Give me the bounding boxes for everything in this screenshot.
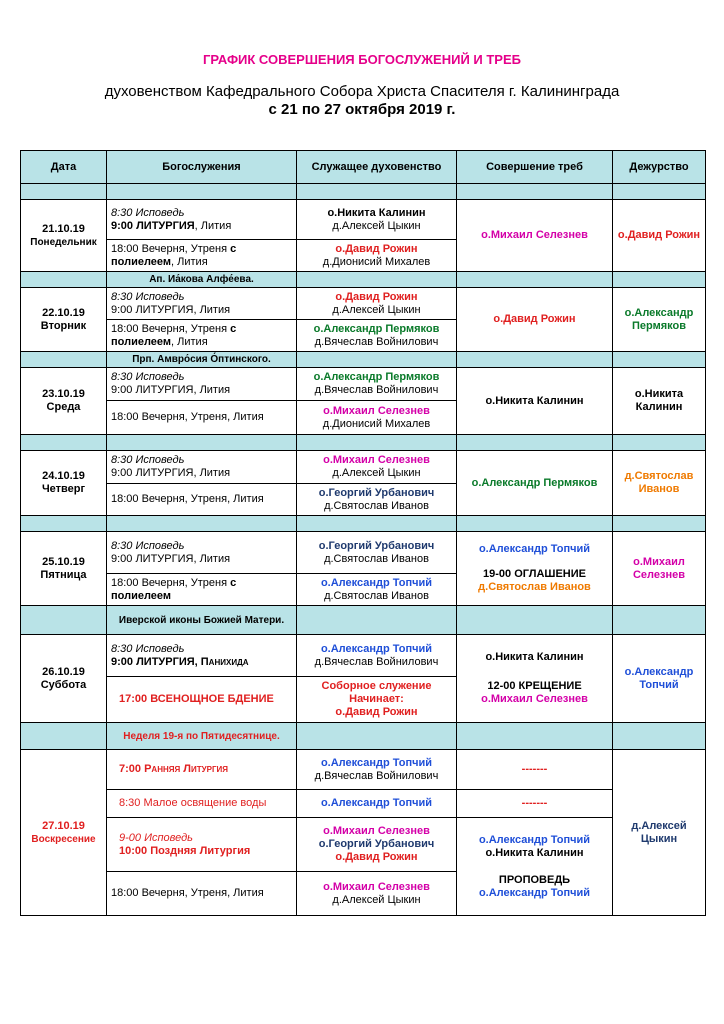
weekday: Четверг [41,483,86,495]
treby-cell: ------- [457,750,613,790]
service-line: 9:00 ЛИТУРГИЯ [111,552,194,565]
clergy-name: д.Дионисий Михалев [322,417,431,430]
date-cell [21,532,107,606]
clergy-name: о.Михаил Селезнев [323,880,430,893]
clergy-name: д.Святослав Иванов [324,552,429,565]
treby-cell [457,635,613,723]
header-row [21,151,706,184]
weekday: Понедельник [30,236,97,248]
clergy-name: д.Вячеслав Войнилович [314,655,439,668]
treby-line: о.Никита Калинин [485,846,584,859]
band-row [21,184,706,200]
service-line: 18:00 Вечерня, Утреня, Лития [111,493,264,505]
date-value: 26.10.19 [42,665,85,678]
service-cell [107,790,297,818]
duty-cell: д.Алексей Цыкин [613,750,706,916]
clergy-cell [297,240,457,272]
service-cell [107,368,297,401]
band-row [21,352,706,368]
service-cell [107,818,297,872]
clergy-cell [297,288,457,320]
service-line: , Лития [193,467,231,479]
service-line: 10:00 Поздняя Литургия [119,844,251,857]
clergy-cell [297,574,457,606]
weekday: Воскресение [31,833,96,845]
service-line: 8:30 Исповедь [111,371,185,383]
clergy-name: д.Святослав Иванов [324,499,429,512]
service-line: , Лития [193,303,231,316]
service-cell [107,574,297,606]
service-line: 8:30 Исповедь [111,290,185,303]
clergy-name: о.Александр Пермяков [313,322,440,335]
clergy-name: о.Георгий Урбанович [318,486,435,499]
duty-cell: д.Святослав Иванов [613,451,706,516]
clergy-name: д.Вячеслав Войнилович [314,335,439,348]
clergy-name: о.Александр Топчий [320,642,433,655]
service-line: Ранняя Литургия [144,763,229,775]
band-row [21,723,706,750]
treby-cell: о.Михаил Селезнев [457,200,613,272]
table-row [21,532,706,574]
date-value: 21.10.19 [42,222,85,235]
service-line: 18:00 Вечерня, Утреня [111,322,231,335]
service-line: Панихида [200,655,249,668]
weekday: Среда [46,401,81,413]
clergy-name: д.Дионисий Михалев [322,255,431,268]
clergy-name: о.Михаил Селезнев [323,825,430,837]
treby-cell [457,818,613,916]
weekday: Вторник [40,319,87,332]
weekday: Пятница [40,568,87,581]
clergy-name: д.Алексей Цыкин [332,303,421,316]
duty-cell: о.Давид Рожин [613,200,706,272]
service-line: полиелеем [111,335,172,348]
date-cell [21,368,107,435]
service-line: 8:30 Исповедь [111,539,185,552]
treby-cell: о.Никита Калинин [457,368,613,435]
table-row [21,200,706,240]
clergy-name: о.Михаил Селезнев [323,404,430,417]
service-cell [107,320,297,352]
service-line: с [230,576,237,589]
clergy-name: д.Вячеслав Войнилович [314,384,439,396]
service-line: 18:00 Вечерня, Утреня, Лития [111,887,264,899]
feast-title [107,435,297,451]
date-cell [21,288,107,352]
feast-title: Неделя 19-я по Пятидесятнице. [107,723,297,750]
treby-cell: ------- [457,790,613,818]
clergy-name: о.Давид Рожин [335,851,418,863]
service-line: 17:00 ВСЕНОЩНОЕ БДЕНИЕ [119,693,274,705]
treby-line: о.Александр Топчий [478,833,591,846]
service-line: 9:00 ЛИТУРГИЯ [111,384,194,396]
service-cell [107,451,297,484]
date-cell [21,635,107,723]
schedule-table [20,150,706,916]
band-row [21,272,706,288]
col-header-services: Богослужения [107,151,297,184]
clergy-name: о.Михаил Селезнев [323,454,430,466]
band-row [21,516,706,532]
clergy-cell [297,818,457,872]
duty-cell: о.Михаил Селезнев [613,532,706,606]
service-cell [107,401,297,435]
table-row [21,288,706,320]
service-cell [107,872,297,916]
clergy-name: о.Александр Топчий [320,797,433,809]
clergy-cell [297,677,457,723]
document-title: ГРАФИК СОВЕРШЕНИЯ БОГОСЛУЖЕНИЙ И ТРЕБ [202,52,521,67]
service-line: 18:00 Вечерня, Утреня [111,242,231,255]
clergy-name: д.Алексей Цыкин [332,219,421,232]
service-cell [107,288,297,320]
table-row [21,635,706,677]
table-row [21,368,706,401]
clergy-name: о.Александр Топчий [320,756,433,769]
service-line: с [230,322,237,335]
service-line: , Лития [171,335,208,348]
table-row [21,750,706,790]
service-line: с [230,242,237,255]
col-header-treby: Совершение треб [457,151,613,184]
clergy-name: Начинает: [349,693,404,705]
date-value: 22.10.19 [42,306,85,319]
feast-title [107,184,297,200]
feast-title [107,516,297,532]
service-line: 8:30 Исповедь [111,454,185,466]
treby-cell: о.Александр Пермяков [457,451,613,516]
service-cell [107,240,297,272]
feast-title: Иверской иконы Божией Матери. [107,606,297,635]
clergy-name: о.Никита Калинин [327,206,426,219]
clergy-name: о.Александр Топчий [320,576,433,589]
clergy-cell [297,872,457,916]
weekday: Суббота [40,678,87,691]
service-line: 18:00 Вечерня, Утреня [111,576,231,589]
service-line: 8:30 Исповедь [111,206,185,219]
clergy-cell [297,790,457,818]
clergy-name: д.Вячеслав Войнилович [314,769,439,782]
clergy-cell [297,200,457,240]
service-line: , Лития [193,552,231,565]
service-line: 9-00 Исповедь [119,831,193,844]
clergy-cell [297,750,457,790]
date-cell [21,451,107,516]
clergy-cell [297,635,457,677]
treby-line: о.Никита Калинин [485,651,584,663]
service-line: 18:00 Вечерня, Утреня, Лития [111,411,264,423]
service-line: 9:00 ЛИТУРГИЯ, [111,655,201,668]
treby-line: д.Святослав Иванов [478,581,591,593]
service-cell [107,484,297,516]
service-cell [107,635,297,677]
service-line: полиелеем [111,589,172,602]
date-value: 27.10.19 [42,819,85,832]
treby-line: о.Александр Топчий [478,543,591,555]
service-cell [107,750,297,790]
service-cell [107,200,297,240]
treby-cell [457,532,613,606]
service-line: 8:30 Исповедь [111,642,185,655]
service-line: 7:00 [119,763,145,775]
service-line: 9:00 ЛИТУРГИЯ [111,303,194,316]
service-cell [107,677,297,723]
clergy-name: о.Георгий Урбанович [318,539,435,552]
clergy-cell [297,368,457,401]
date-cell [21,750,107,916]
document-subtitle: духовенством Кафедрального Собора Христа Спасителя г. Калининграда [104,83,620,100]
band-row [21,606,706,635]
treby-line: 19-00 ОГЛАШЕНИЕ [483,568,586,580]
date-value: 23.10.19 [42,388,85,400]
feast-title: Прп. Амвро́сия О́птинского. [107,352,297,368]
table-row [21,790,706,818]
clergy-name: о.Давид Рожин [335,290,418,303]
treby-line: о.Михаил Селезнев [481,693,588,705]
duty-cell: о.Александр Топчий [613,635,706,723]
duty-cell: о.Александр Пермяков [613,288,706,352]
clergy-name: д.Алексей Цыкин [332,467,421,479]
treby-line: 12-00 КРЕЩЕНИЕ [487,680,582,692]
clergy-cell [297,532,457,574]
clergy-name: о.Давид Рожин [335,706,418,718]
service-line: 8:30 Малое освящение воды [119,797,267,809]
table-row [21,818,706,872]
service-line: 9:00 ЛИТУРГИЯ [111,219,195,232]
service-cell [107,532,297,574]
date-value: 25.10.19 [42,555,85,568]
clergy-cell [297,484,457,516]
date-cell [21,200,107,272]
clergy-cell [297,451,457,484]
clergy-name: о.Александр Пермяков [313,371,440,383]
treby-line: о.Александр Топчий [478,886,591,899]
treby-cell: о.Давид Рожин [457,288,613,352]
treby-line: ПРОПОВЕДЬ [498,873,571,886]
band-row [21,435,706,451]
service-line: , Лития [171,255,208,268]
service-line: , Лития [194,219,232,232]
service-line: 9:00 ЛИТУРГИЯ [111,467,194,479]
col-header-clergy: Служащее духовенство [297,151,457,184]
clergy-cell [297,401,457,435]
clergy-name: Соборное служение [321,680,432,692]
clergy-name: д.Святослав Иванов [324,589,429,602]
feast-title: Ап. Иа́кова Алфе́ева. [107,272,297,288]
table-row [21,451,706,484]
clergy-cell [297,320,457,352]
service-line: полиелеем [111,255,172,268]
col-header-date: Дата [21,151,107,184]
duty-cell: о.Никита Калинин [613,368,706,435]
date-value: 24.10.19 [42,470,85,482]
document-period: с 21 по 27 октября 2019 г. [268,101,456,118]
col-header-duty: Дежурство [613,151,706,184]
service-line: , Лития [193,384,231,396]
clergy-name: о.Георгий Урбанович [318,838,435,850]
clergy-name: о.Давид Рожин [335,242,418,255]
clergy-name: д.Алексей Цыкин [332,893,421,906]
